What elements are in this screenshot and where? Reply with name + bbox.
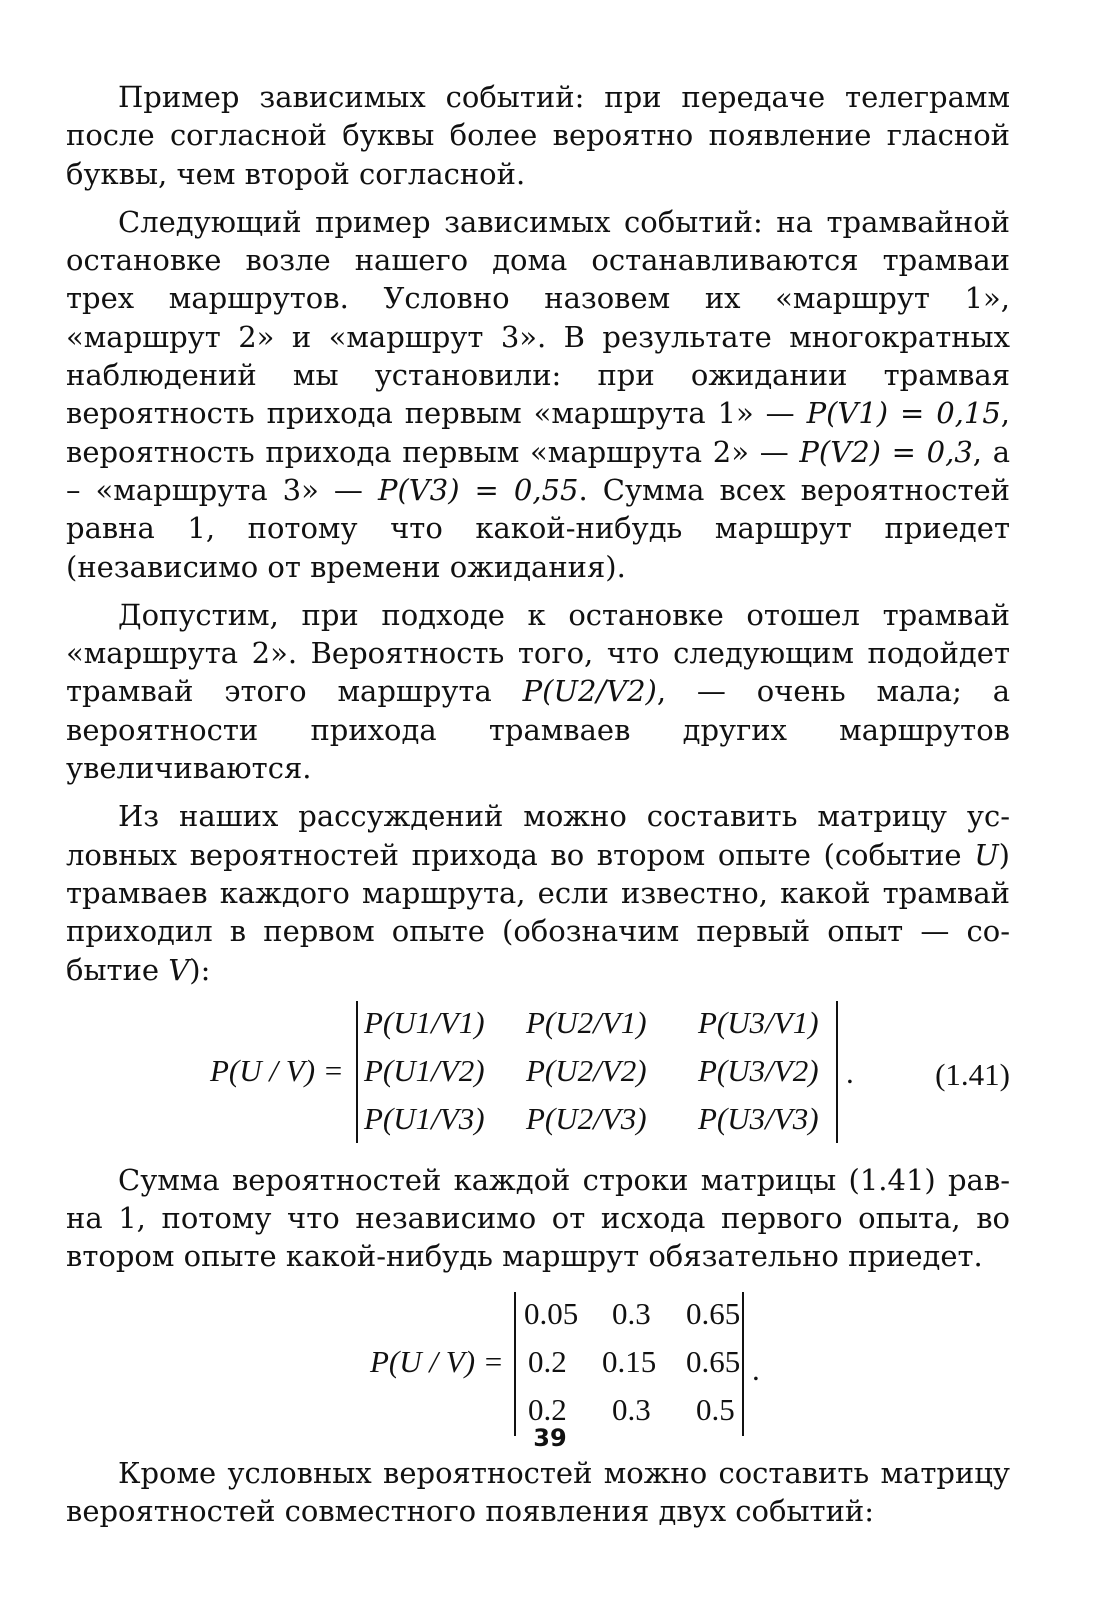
paragraph-1-text: Пример зависимых событий: при передаче телеграмм после согласной буквы более вероятно появление гласной буквы, чем второй согласной.: [66, 80, 1010, 191]
formula-2-period: .: [752, 1351, 760, 1387]
paragraph-4-text-a: Из наших рассуждений можно составить матрицу условных вероятностей прихода во втором опыте (событие: [66, 799, 1010, 872]
paragraph-5-text: Сумма вероятностей каждой строки матрицы (1.41) равна 1, потому что независимо от исхода первого опыта, во втором опыте какой-нибудь маршрут обязательно приедет.: [66, 1162, 1010, 1274]
paragraph-2-text-a: Следующий пример зависимых событий: на трамвайной остановке возле нашего дома останавливаются трамваи трех маршрутов. Условно назовем их «маршрут 1», «маршрут 2» и «маршрут 3». В результате многократных наблюдений мы установили: при ожидании трамвая вероятность прихода первым «маршрута 1» —: [66, 204, 1010, 431]
formula-1-period: .: [846, 1054, 854, 1090]
matrix-1-cell: P(U2/V2): [526, 1052, 647, 1088]
matrix-1-cell: P(U1/V3): [364, 1100, 485, 1136]
formula-numeric-matrix: [66, 1290, 1010, 1442]
paragraph-3-text-b: , — очень мала; а вероятности прихода трамваев других маршрутов увеличиваются.: [66, 674, 1010, 786]
equation-number: (1.41): [935, 1056, 1010, 1092]
page-number: 39: [533, 1424, 567, 1452]
paragraph-6: [66, 1454, 1010, 1531]
paragraph-2-text-d: . Сумма всех вероятностей равна 1, потому что какой-нибудь маршрут приедет (независимо от времени ожидания).: [66, 472, 1011, 584]
matrix-1-cell: P(U1/V1): [364, 1004, 485, 1040]
formula-1-lhs: P(U / V) =: [210, 1052, 344, 1088]
matrix-2-cell: 0.2: [528, 1343, 567, 1379]
paragraph-5: [66, 1161, 1010, 1276]
matrix-2-cell: 0.5: [696, 1391, 735, 1427]
paragraph-6-text: Кроме условных вероятностей можно составить матрицу вероятностей совместного появления двух событий:: [66, 1455, 1010, 1529]
paragraph-4-text-b: ) трамваев каждого маршрута, если известно, какой трамвай приходил в первом опыте (обозначим первый опыт — событие: [66, 837, 1010, 987]
event-u-symbol: U: [974, 837, 999, 872]
paragraph-2-text-b: , вероятность прихода первым «маршрута 2» —: [66, 396, 1010, 469]
matrix-2-cell: 0.65: [686, 1343, 741, 1379]
paragraph-3-text-a: Допустим, при подходе к остановке отошел трамвай «маршрута 2». Вероятность того, что следующим подойдет трамвай этого маршрута: [66, 597, 1010, 709]
formula-p-u2-v2: P(U2/V2): [522, 674, 657, 709]
formula-2-matrix: [514, 1292, 744, 1436]
matrix-1-cell: P(U2/V1): [526, 1004, 647, 1040]
matrix-1-cell: P(U1/V2): [364, 1052, 485, 1088]
matrix-1-cell: P(U3/V1): [698, 1004, 819, 1040]
formula-1-matrix: [356, 1001, 838, 1143]
matrix-1-cell: P(U3/V3): [698, 1100, 819, 1136]
matrix-2-cell: 0.3: [612, 1295, 651, 1331]
paragraph-3: [66, 596, 1010, 787]
paragraph-4: [66, 797, 1010, 988]
matrix-2-cell: 0.3: [612, 1391, 651, 1427]
formula-p-v2: P(V2) = 0,3: [799, 434, 973, 469]
paragraph-1: [66, 78, 1010, 193]
matrix-2-cell: 0.15: [602, 1343, 657, 1379]
event-v-symbol: V: [168, 952, 190, 987]
formula-p-v1: P(V1) = 0,15: [806, 396, 1001, 431]
matrix-1-cell: P(U2/V3): [526, 1100, 647, 1136]
paragraph-4-text-c: ):: [189, 952, 211, 987]
formula-1-41: [66, 999, 1010, 1149]
matrix-1-cell: P(U3/V2): [698, 1052, 819, 1088]
matrix-2-cell: 0.2: [528, 1391, 567, 1427]
formula-2-lhs: P(U / V) =: [370, 1343, 504, 1379]
page-body: [66, 78, 1010, 1540]
formula-p-v3: P(V3) = 0,55: [377, 472, 579, 507]
paragraph-2-text-c: , а – «маршрута 3» —: [66, 434, 1011, 507]
paragraph-2: [66, 203, 1010, 586]
matrix-2-cell: 0.05: [524, 1295, 579, 1331]
matrix-2-cell: 0.65: [686, 1295, 741, 1331]
